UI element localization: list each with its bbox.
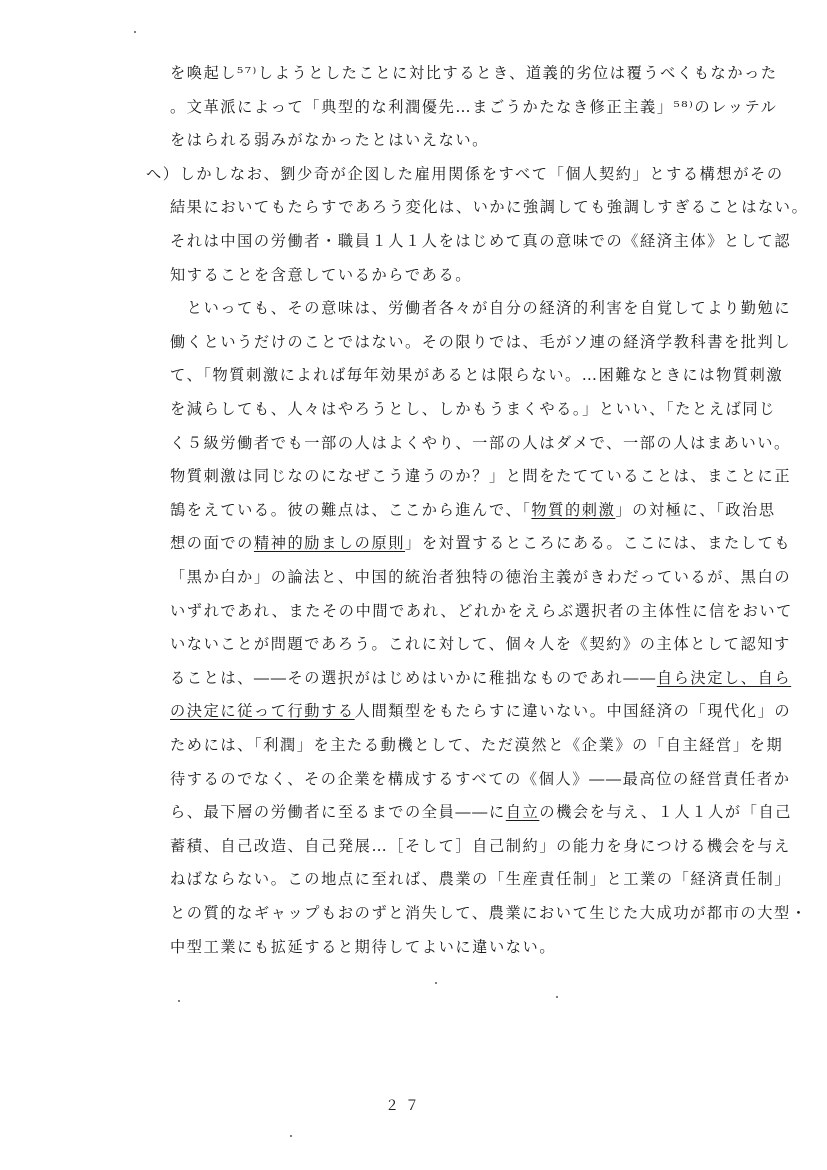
text-line [170,802,792,822]
text-line [170,533,791,553]
text-segment: ることは、――その選択がはじめはいかに稚拙なものであれ―― [170,668,657,687]
text-segment: 結果においてもたらすであろう変化は、いかに強調しても強調しすぎることはない。 [170,198,809,217]
footnote-marker: ⁵⁷⁾ [237,64,258,82]
scan-speck [290,1135,292,1137]
text-segment: 「黒か白か」の論法と、中国的統治者独特の徳治主義がきわだっているが、黒白の [170,568,792,586]
text-line [170,466,791,486]
text-line [170,500,776,520]
text-line [170,265,472,285]
text-segment: 人間類型をもたらすに違いない。中国経済の「現代化」の [354,702,792,721]
text-line [170,601,793,621]
text-segment: へ）しかしなお、劉少奇が企図した雇用関係をすべて「個人契約」とする構想がその [146,164,784,183]
text-line [170,130,489,150]
text-line [170,63,778,83]
underlined-phrase: 物質的刺激 [531,500,616,519]
text-line [170,97,777,117]
text-line [170,668,791,688]
text-segment: ねばならない。この地点に至れば、農業の「生産責任制」と工業の「経済責任制」 [170,870,792,889]
text-line [170,937,556,957]
text-line [170,869,791,889]
text-line [170,197,808,217]
underlined-phrase: 精神的励ましの原則 [253,534,406,553]
text-segment: 蓄積、自己改造、自己発展…［そして］自己制約」の能力を身につける機会を与え [170,836,791,855]
text-segment: 」を対置するところにある。ここには、またしても [405,534,792,553]
text-line [170,399,776,419]
text-segment: をはられる弱みがなかったとはいえない。 [170,131,489,150]
text-segment: 想の面での [170,534,254,553]
text-segment: て、「物質刺激によれば毎年効果があるとは限らない。…困難なときには物質刺激 [170,366,784,385]
text-segment: 物質刺激は同じなのになぜこう違うのか？」と問をたてていることは、まことに正 [170,467,792,486]
text-segment: を喚起し [170,64,238,82]
text-line [146,164,784,184]
underlined-phrase: の決定に従って行動する [170,702,355,721]
text-segment: のレッテル [694,97,778,116]
underlined-phrase: 自ら決定し、自ら [656,668,792,687]
text-segment: 働くというだけのことではない。その限りでは、毛がソ連の経済学教科書を批判し [170,332,792,351]
text-line [170,701,791,721]
scan-speck [556,996,558,998]
footnote-marker: ⁵⁸⁾ [673,97,695,116]
text-line [170,433,791,453]
text-line [170,903,808,923]
text-segment: しようとしたことに対比するとき、道義的劣位は覆うべくもなかった [257,64,778,82]
text-segment: 鵠をえている。彼の難点は、ここから進んで、「 [170,500,532,519]
scan-speck [435,982,437,984]
text-line [170,634,791,654]
text-segment: 中型工業にも拡延すると期待してよいに違いない。 [170,937,557,956]
text-segment: いずれであれ、またその中間であれ、どれかをえらぶ選択者の主体性に信をおいて [170,601,793,620]
text-segment: く５級労働者でも一部の人はよくやり、一部の人はダメで、一部の人はまあいい。 [170,433,791,452]
text-segment: ら、最下層の労働者に至るまでの全員――に [170,803,506,822]
scan-speck [178,1000,180,1002]
text-line [170,298,791,318]
text-segment: といっても、その意味は、労働者各々が自分の経済的利害を自覚してより勤勉に [170,299,792,318]
text-segment: の機会を与え、１人１人が「自己 [539,803,793,822]
text-segment: 知することを含意しているからである。 [170,265,473,284]
text-line [170,836,791,856]
text-line [170,769,791,789]
text-line [170,567,791,587]
text-line [170,332,791,352]
text-segment: 待するのでなく、その企業を構成するすべての《個人》――最高位の経営責任者か [170,769,791,788]
text-segment: ためには、「利潤」を主たる動機として、ただ漠然と《企業》の「自主経営」を期 [170,736,784,754]
text-line [170,365,783,385]
text-segment: 」の対極に、「政治思 [615,500,776,519]
text-line [170,231,791,251]
text-segment: との質的なギャップもおのずと消失して、農業において生じた大成功が都市の大型・ [170,904,808,922]
text-segment: 。文革派によって「典型的な利潤優先…まごうかたなき修正主義」 [170,97,674,116]
text-segment: それは中国の労働者・職員１人１人をはじめて真の意味での《経済主体》として認 [170,232,792,250]
text-line [170,735,783,755]
text-segment: を減らしても、人々はやろうとし、しかもうまくやる。」といい、「たとえば同じ [170,400,776,418]
text-segment: いないことが問題であろう。これに対して、個々人を《契約》の主体として認知す [170,635,791,654]
underlined-phrase: 自立 [505,803,540,822]
page-number: ２７ [385,1098,425,1114]
scan-speck [134,31,136,33]
